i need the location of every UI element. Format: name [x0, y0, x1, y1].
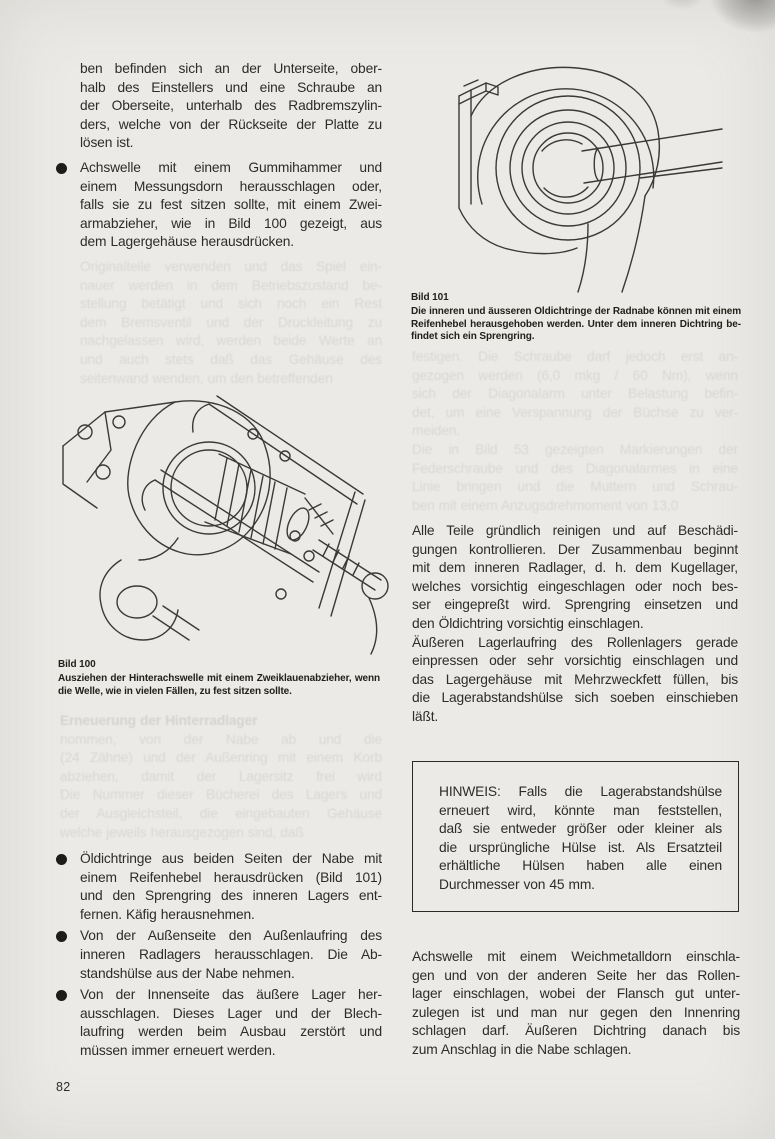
- bullet-dot-icon: [56, 163, 67, 174]
- bullet-text: Achswelle mit einem Gummihammer und einem Messungsdorn herausschlagen oder, falls sie zu fest sitzen sollte, mit einem Zwei- armabzieher, wie in Bild 100 gezeigt, aus dem Lagergehäuse herausdrücken.: [80, 159, 382, 250]
- bullet-text: Von der Innenseite das äußere Lager her- ausschlagen. Dieses Lager und der Blech- laufring werden beim Ausbau zerstört und müssen immer erneuert werden.: [80, 987, 382, 1058]
- bild-100-caption-text: Ausziehen der Hinterachswelle mit einem Zweiklauenabzieher, wenn die Welle, wie in vielen Fällen, zu fest sitzen sollte.: [58, 673, 380, 697]
- bild-101-caption-title: Bild 101: [411, 292, 449, 303]
- final-assembly-paragraph: Achswelle mit einem Weichmetalldorn einschla- gen und von der anderen Seite her das Rollen- lager einschlagen, wobei der Flansch gut unter- zulegen ist und man nur gegen den Innenring schlagen darf. Äußeren Dichtring danach bis zum Anschlag in die Nabe schlagen.: [412, 949, 740, 1057]
- outer-race-paragraph: Äußeren Lagerlaufring des Rollenlagers gerade einpressen oder sehr vorsichtig einschlagen und das Lagergehäuse mit Mehrzweckfett füllen, bis die Lagerabstandshülse sich soeben einschieben läßt.: [412, 634, 738, 724]
- bullet-text: Von der Außenseite den Außenlaufring des inneren Radlagers herausschlagen. Die Ab- standshülse aus der Nabe nehmen.: [80, 928, 382, 981]
- reassembly-paragraph: Alle Teile gründlich reinigen und auf Beschädi- gungen kontrollieren. Der Zusammenbau beginnt mit dem inneren Radlager, d. h. dem Kugellager, welches vorsichtig eingeschlagen oder noch bes- ser eingepreßt wird. Sprengring einsetzen und den Öldichtring vorsichtig einschlagen.: [412, 523, 738, 631]
- bullet-text: Öldichtringe aus beiden Seiten der Nabe mit einem Reifenhebel herausdrücken (Bild 101) und den Sprengring des inneren Lagers ent- fernen. Käfig herausnehmen.: [80, 851, 382, 922]
- ghost-text-mid-left: [60, 712, 382, 842]
- ghost-text-right: festigen. Die Schraube darf jedoch erst an- gezogen werden (6,0 mkg / 60 Nm), wenn sich der Diagonalarm unter Belastung befin- det, um eine Verspannung der Büchse zu ver- meiden. Die in Bild 53 gezeigten Markierungen der Federschraube und des Diagonalarmes in eine Linie bringen und die Muttern und Schrau- ben mit einem Anzugsdrehmoment von 13,0: [412, 349, 738, 513]
- disassembly-bullet-list: [80, 850, 382, 1064]
- hinweis-text: HINWEIS: Falls die Lagerabstandshülse erneuert wird, könnte man feststellen, daß sie entweder größer oder kleiner als die ursprüngliche Hülse ist. Als Ersatzteil erhältliche Hülsen haben alle einen Durchmesser von 45 mm.: [439, 784, 722, 892]
- bullet-item-innenseite: [80, 986, 382, 1060]
- bild-100-illustration: [57, 388, 392, 661]
- left-intro-section: [80, 60, 382, 255]
- ghost-heading-lines: nommen, von der Nabe ab und die (24 Zähne) und der Außenring mit einem Korb abziehen, damit der Lagersitz frei wird Die Nummer dieser Bücherei des Lagers und der Ausgleichsteil, die eingebauten Gehäuse welche jeweils herausgezogen sind, daß: [60, 731, 382, 840]
- bild-100-caption: [58, 659, 380, 698]
- bild-101-illustration: [402, 56, 724, 299]
- right-main-section: [412, 522, 738, 727]
- bild-100-caption-title: Bild 100: [58, 659, 96, 670]
- bild-101-caption-text: Die inneren und äusseren Öldichtringe der Radnabe können mit einem Reifenhebel herausgehoben werden. Unter dem inneren Dichtring be- findet sich ein Sprengring.: [411, 306, 741, 343]
- bullet-item-aussenseite: [80, 927, 382, 983]
- bild-101-caption: [411, 292, 741, 344]
- bullet-dot-icon: [56, 854, 67, 865]
- bullet-item-oldichtringe: [80, 850, 382, 924]
- page-number: 82: [56, 1080, 71, 1094]
- hinweis-note-box: [412, 761, 739, 912]
- axle-puller-drawing: [57, 388, 392, 656]
- left-intro-paragraph: ben befinden sich an der Unterseite, ober- halb des Einstellers und eine Schraube an der Oberseite, unterhalb des Radbremszylin- ders, welche von der Rückseite der Platte zu lösen ist.: [80, 61, 382, 151]
- ghost-text-left: Originalteile verwenden und das Spiel ein- nauer werden in dem Betriebszustand be- stellung betätigt und sich noch ein Rest dem Bremsventil und der Druckleitung zu nachgelassen wird, werden beide Werte an und auch stets daß das Gehäuse des seitenwand wenden, um den betreffenden: [80, 259, 382, 386]
- ghost-heading: Erneuerung der Hinterradlager: [60, 713, 258, 728]
- bullet-dot-icon: [56, 931, 67, 942]
- bullet-item-achswelle: [80, 159, 382, 252]
- bullet-dot-icon: [56, 990, 67, 1001]
- hub-oil-seal-drawing: [402, 56, 724, 294]
